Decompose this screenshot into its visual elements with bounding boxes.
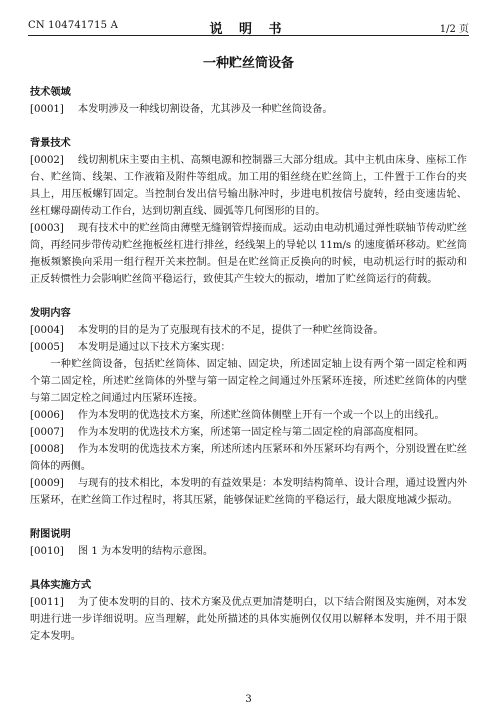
paragraph-text: 现有技术中的贮丝筒由薄壁无缝钢管焊接而成。运动由电动机通过弹性联轴节传动贮丝筒，再经同步带传动贮丝拖板丝杠进行排丝，经线架上的导轮以 11m/s 的速度循环移动。贮丝筒拖板频繁换向采用一组行程开关来控制。但是在贮丝筒正反换向的时候，电动机运行时的振动和正反转惯性力会影响贮丝筒平稳运行，致使其产生较大的振动，增加了贮丝筒运行的荷载。 xyxy=(30,223,467,285)
paragraph-number: [0008] xyxy=(30,444,64,455)
page-info: 1/2 页 xyxy=(439,24,469,35)
paragraph-number: [0006] xyxy=(30,410,64,421)
paragraph-text: 与现有的技术相比，本发明的有益效果是：本发明结构简单、设计合理，通过设置内外压紧环，在贮丝筒工作过程时，将其压紧，能够保证贮丝筒的平稳运行，最大限度地减少振动。 xyxy=(30,478,467,506)
paragraph-text: 作为本发明的优选技术方案，所述所述内压紧环和外压紧环均有两个，分别设置在贮丝筒体的两侧。 xyxy=(30,444,467,472)
section-heading-drawings: 附图说明 xyxy=(30,528,71,540)
doc-type: 说 明 书 xyxy=(209,22,288,37)
paragraph-0001 xyxy=(30,101,467,118)
paragraph-text: 本发明的目的是为了克服现有技术的不足，提供了一种贮丝筒设备。 xyxy=(77,325,384,336)
paragraph-number: [0005] xyxy=(30,342,64,353)
paragraph-number: [0001] xyxy=(30,104,64,115)
paragraph-0007 xyxy=(30,424,467,441)
paragraph-text: 本发明是通过以下技术方案实现： xyxy=(77,342,231,353)
section-heading-summary: 发明内容 xyxy=(30,307,71,319)
paragraph-text: 为了使本发明的目的、技术方案及优点更加清楚明白，以下结合附图及实施例，对本发明进行进一步详细说明。应当理解，此处所描述的具体实施例仅仅用以解释本发明，并不用于限定本发明。 xyxy=(30,597,467,642)
doc-number: CN 104741715 A xyxy=(28,20,119,31)
section-heading-tech-field: 技术领域 xyxy=(30,86,71,98)
page-header xyxy=(28,18,469,37)
paragraph-0006 xyxy=(30,407,467,424)
paragraph-0008 xyxy=(30,441,467,475)
paragraph-0009 xyxy=(30,475,467,509)
paragraph-text: 作为本发明的优选技术方案，所述第一固定栓与第二固定栓的肩部高度相同。 xyxy=(77,427,425,438)
paragraph-text: 线切割机床主要由主机、高频电源和控制器三大部分组成。其中主机由床身、座标工作台、贮丝筒、线架、工作液箱及附件等组成。加工用的钼丝绕在贮丝筒上，工件置于工作台的夹具上，用压板螺钉固定。当控制台发出信号输出脉冲时，步进电机按信号旋转，经由变速齿轮、丝杠螺母副传动工作台，达到切割直线、圆弧等几何图形的目的。 xyxy=(30,155,467,217)
page-title: 一种贮丝筒设备 xyxy=(202,56,294,71)
section-heading-background: 背景技术 xyxy=(30,137,71,149)
page-number: 3 xyxy=(245,694,252,705)
document-body xyxy=(30,84,467,645)
paragraph-number: [0002] xyxy=(30,155,64,166)
paragraph-number: [0010] xyxy=(30,546,64,557)
paragraph-number: [0007] xyxy=(30,427,64,438)
paragraph-number: [0003] xyxy=(30,223,64,234)
paragraph-0005-body: 一种贮丝筒设备，包括贮丝筒体、固定轴、固定块，所述固定轴上设有两个第一固定栓和两个第二固定栓，所述贮丝筒体的外壁与第一固定栓之间通过外压紧环连接，所述贮丝筒体的内壁与第二固定栓之间通过内压紧环连接。 xyxy=(30,359,467,404)
paragraph-number: [0009] xyxy=(30,478,64,489)
header-rule xyxy=(28,35,469,36)
section-heading-embodiments: 具体实施方式 xyxy=(30,579,92,591)
paragraph-0003 xyxy=(30,220,467,288)
paragraph-text: 作为本发明的优选技术方案，所述贮丝筒体侧壁上开有一个或一个以上的出线孔。 xyxy=(77,410,445,421)
paragraph-text: 图 1 为本发明的结构示意图。 xyxy=(77,546,214,557)
paragraph-0004 xyxy=(30,322,467,339)
paragraph-0011 xyxy=(30,594,467,645)
paragraph-0010 xyxy=(30,543,467,560)
paragraph-0002 xyxy=(30,152,467,220)
paragraph-number: [0011] xyxy=(30,597,64,608)
paragraph-0005 xyxy=(30,339,467,356)
paragraph-text: 本发明涉及一种线切割设备，尤其涉及一种贮丝筒设备。 xyxy=(77,104,333,115)
paragraph-number: [0004] xyxy=(30,325,64,336)
